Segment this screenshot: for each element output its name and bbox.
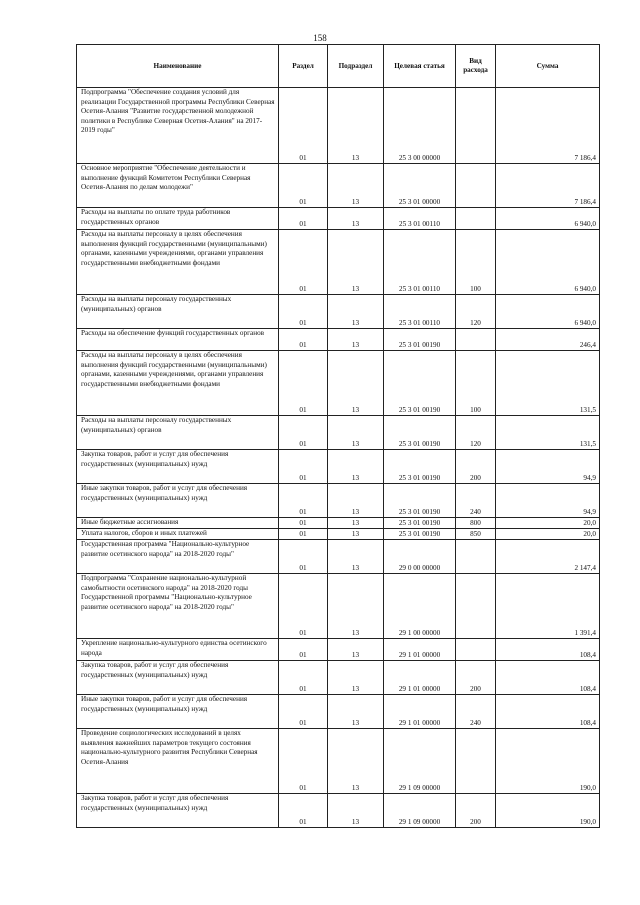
row-name: Расходы на выплаты персоналу государственных (муниципальных) органов xyxy=(77,416,279,450)
table-row xyxy=(77,729,600,794)
row-name: Основное мероприятие "Обеспечение деятельности и выполнение функций Комитетом Республики Северная Осетия-Алания по делам молодежи" xyxy=(77,164,279,208)
table-row xyxy=(77,351,600,416)
row-vid xyxy=(456,88,496,164)
row-target: 25 3 01 00190 xyxy=(384,484,456,518)
row-vid: 200 xyxy=(456,661,496,695)
table-row xyxy=(77,230,600,295)
row-name: Подпрограмма "Обеспечение создания условий для реализации Государственной программы Республики Северная Осетия-Алания "Развитие государственной молодежной политики в Республике Северная Осетия-Алания" на 2017-2019 годы" xyxy=(77,88,279,164)
row-razdel: 01 xyxy=(279,484,328,518)
row-razdel: 01 xyxy=(279,230,328,295)
row-vid xyxy=(456,208,496,230)
row-sum: 6 940,0 xyxy=(496,208,600,230)
row-name: Уплата налогов, сборов и иных платежей xyxy=(77,529,279,540)
table-row xyxy=(77,661,600,695)
row-sum: 20,0 xyxy=(496,518,600,529)
row-target: 25 3 01 00190 xyxy=(384,450,456,484)
row-razdel: 01 xyxy=(279,518,328,529)
row-razdel: 01 xyxy=(279,450,328,484)
row-sum: 190,0 xyxy=(496,794,600,828)
row-target: 25 3 01 00110 xyxy=(384,208,456,230)
row-sum: 2 147,4 xyxy=(496,540,600,574)
header-vid: Вид расхода xyxy=(456,45,496,88)
row-vid: 200 xyxy=(456,794,496,828)
row-name: Расходы на обеспечение функций государственных органов xyxy=(77,329,279,351)
row-target: 25 3 00 00000 xyxy=(384,88,456,164)
table-row xyxy=(77,416,600,450)
row-podrazdel: 13 xyxy=(328,518,384,529)
row-sum: 246,4 xyxy=(496,329,600,351)
row-sum: 108,4 xyxy=(496,639,600,661)
row-sum: 94,9 xyxy=(496,450,600,484)
row-podrazdel: 13 xyxy=(328,661,384,695)
table-row xyxy=(77,518,600,529)
row-name: Государственная программа "Национально-культурное развитие осетинского народа" на 2018-2020 годы" xyxy=(77,540,279,574)
table-row xyxy=(77,164,600,208)
row-podrazdel: 13 xyxy=(328,540,384,574)
row-vid xyxy=(456,164,496,208)
header-podrazdel: Подраздел xyxy=(328,45,384,88)
row-podrazdel: 13 xyxy=(328,295,384,329)
row-podrazdel: 13 xyxy=(328,574,384,639)
row-sum: 6 940,0 xyxy=(496,230,600,295)
row-podrazdel: 13 xyxy=(328,164,384,208)
table-row xyxy=(77,450,600,484)
row-target: 29 0 00 00000 xyxy=(384,540,456,574)
header-sum: Сумма xyxy=(496,45,600,88)
row-vid: 100 xyxy=(456,230,496,295)
header-target: Целевая статья xyxy=(384,45,456,88)
row-razdel: 01 xyxy=(279,794,328,828)
row-name: Укрепление национально-культурного единства осетинского народа xyxy=(77,639,279,661)
row-target: 25 3 01 00110 xyxy=(384,230,456,295)
table-row xyxy=(77,540,600,574)
table-row xyxy=(77,484,600,518)
row-vid: 100 xyxy=(456,351,496,416)
row-target: 29 1 09 00000 xyxy=(384,729,456,794)
row-razdel: 01 xyxy=(279,208,328,230)
budget-table xyxy=(76,44,600,828)
row-sum: 94,9 xyxy=(496,484,600,518)
row-vid: 850 xyxy=(456,529,496,540)
table-row xyxy=(77,88,600,164)
row-vid: 120 xyxy=(456,416,496,450)
row-name: Расходы на выплаты по оплате труда работников государственных органов xyxy=(77,208,279,230)
row-razdel: 01 xyxy=(279,695,328,729)
row-sum: 20,0 xyxy=(496,529,600,540)
table-body xyxy=(77,88,600,828)
row-podrazdel: 13 xyxy=(328,351,384,416)
row-sum: 6 940,0 xyxy=(496,295,600,329)
row-name: Иные закупки товаров, работ и услуг для обеспечения государственных (муниципальных) нужд xyxy=(77,695,279,729)
row-razdel: 01 xyxy=(279,574,328,639)
page-number: 158 xyxy=(313,33,327,43)
row-name: Расходы на выплаты персоналу государственных (муниципальных) органов xyxy=(77,295,279,329)
row-podrazdel: 13 xyxy=(328,695,384,729)
row-sum: 131,5 xyxy=(496,416,600,450)
row-sum: 1 391,4 xyxy=(496,574,600,639)
table-row xyxy=(77,295,600,329)
row-podrazdel: 13 xyxy=(328,639,384,661)
table-row xyxy=(77,329,600,351)
header-razdel: Раздел xyxy=(279,45,328,88)
row-podrazdel: 13 xyxy=(328,484,384,518)
row-target: 29 1 01 00000 xyxy=(384,695,456,729)
row-name: Проведение социологических исследований в целях выявления важнейших параметров текущего состояния национально-культурного развития Республики Северная Осетия-Алания xyxy=(77,729,279,794)
row-vid: 120 xyxy=(456,295,496,329)
row-razdel: 01 xyxy=(279,164,328,208)
row-target: 25 3 01 00190 xyxy=(384,416,456,450)
row-target: 29 1 09 00000 xyxy=(384,794,456,828)
row-sum: 108,4 xyxy=(496,661,600,695)
row-sum: 190,0 xyxy=(496,729,600,794)
row-podrazdel: 13 xyxy=(328,230,384,295)
header-row xyxy=(77,45,600,88)
row-vid xyxy=(456,329,496,351)
row-name: Закупка товаров, работ и услуг для обеспечения государственных (муниципальных) нужд xyxy=(77,450,279,484)
row-razdel: 01 xyxy=(279,540,328,574)
row-razdel: 01 xyxy=(279,88,328,164)
row-razdel: 01 xyxy=(279,639,328,661)
row-razdel: 01 xyxy=(279,351,328,416)
row-sum: 108,4 xyxy=(496,695,600,729)
row-target: 25 3 01 00110 xyxy=(384,295,456,329)
row-vid xyxy=(456,540,496,574)
row-target: 29 1 00 00000 xyxy=(384,574,456,639)
table-row xyxy=(77,529,600,540)
row-target: 29 1 01 00000 xyxy=(384,661,456,695)
row-podrazdel: 13 xyxy=(328,416,384,450)
row-vid: 200 xyxy=(456,450,496,484)
row-target: 25 3 01 00000 xyxy=(384,164,456,208)
row-podrazdel: 13 xyxy=(328,729,384,794)
row-podrazdel: 13 xyxy=(328,450,384,484)
row-razdel: 01 xyxy=(279,729,328,794)
row-vid xyxy=(456,639,496,661)
row-podrazdel: 13 xyxy=(328,329,384,351)
table-row xyxy=(77,695,600,729)
row-name: Иные бюджетные ассигнования xyxy=(77,518,279,529)
row-target: 25 3 01 00190 xyxy=(384,518,456,529)
row-name: Иные закупки товаров, работ и услуг для обеспечения государственных (муниципальных) нужд xyxy=(77,484,279,518)
row-name: Закупка товаров, работ и услуг для обеспечения государственных (муниципальных) нужд xyxy=(77,794,279,828)
row-razdel: 01 xyxy=(279,295,328,329)
row-razdel: 01 xyxy=(279,661,328,695)
table-row xyxy=(77,639,600,661)
row-podrazdel: 13 xyxy=(328,88,384,164)
row-name: Закупка товаров, работ и услуг для обеспечения государственных (муниципальных) нужд xyxy=(77,661,279,695)
row-target: 25 3 01 00190 xyxy=(384,329,456,351)
header-name: Наименование xyxy=(77,45,279,88)
row-name: Подпрограмма "Сохранение национально-культурной самобытности осетинского народа" на 2018-2020 годы Государственной программы "Национально-культурное развитие осетинского народа" на 2018-2020 годы" xyxy=(77,574,279,639)
row-target: 29 1 01 00000 xyxy=(384,639,456,661)
row-sum: 7 186,4 xyxy=(496,88,600,164)
row-name: Расходы на выплаты персоналу в целях обеспечения выполнения функций государственными (муниципальными) органами, казенными учреждениями, органами управления государственными внебюджетными фондами xyxy=(77,351,279,416)
row-vid: 240 xyxy=(456,695,496,729)
row-target: 25 3 01 00190 xyxy=(384,529,456,540)
row-sum: 7 186,4 xyxy=(496,164,600,208)
row-vid: 800 xyxy=(456,518,496,529)
row-target: 25 3 01 00190 xyxy=(384,351,456,416)
table-row xyxy=(77,574,600,639)
row-vid xyxy=(456,574,496,639)
row-razdel: 01 xyxy=(279,529,328,540)
table-row xyxy=(77,794,600,828)
row-vid xyxy=(456,729,496,794)
row-sum: 131,5 xyxy=(496,351,600,416)
row-vid: 240 xyxy=(456,484,496,518)
row-razdel: 01 xyxy=(279,329,328,351)
row-podrazdel: 13 xyxy=(328,529,384,540)
table-row xyxy=(77,208,600,230)
row-name: Расходы на выплаты персоналу в целях обеспечения выполнения функций государственными (муниципальными) органами, казенными учреждениями, органами управления государственными внебюджетными фондами xyxy=(77,230,279,295)
row-podrazdel: 13 xyxy=(328,794,384,828)
row-podrazdel: 13 xyxy=(328,208,384,230)
row-razdel: 01 xyxy=(279,416,328,450)
